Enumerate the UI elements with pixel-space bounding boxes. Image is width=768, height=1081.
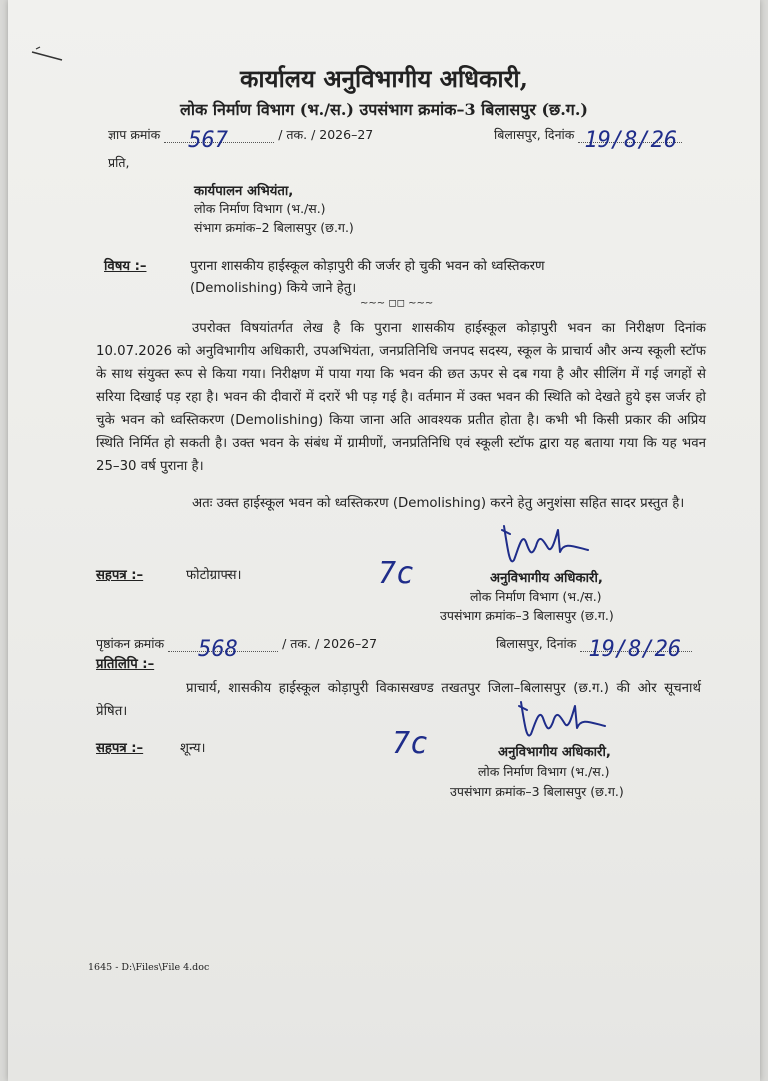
office-title: कार्यालय अनुविभागीय अधिकारी,	[240, 64, 528, 93]
initial-mark-1: 7c	[378, 556, 415, 591]
file-path-footer: 1645 - D:\Files\File 4.doc	[88, 962, 210, 973]
enclosure-value-2: शून्य।	[180, 741, 206, 756]
signatory-1-office: उपसंभाग क्रमांक–3 बिलासपुर (छ.ग.)	[440, 608, 614, 623]
copy-text: प्राचार्य, शासकीय हाईस्कूल कोड़ापुरी विकासखण्ड तखतपुर जिला–बिलासपुर (छ.ग.) की ओर सूचनार्थ प्रेषित।	[96, 681, 701, 719]
memo-date-line	[494, 126, 682, 153]
document-page	[8, 0, 760, 1081]
memo-place-date-label: बिलासपुर, दिनांक	[494, 127, 575, 142]
subject-line-2: (Demolishing) किये जाने हेतु।	[190, 281, 357, 296]
signatory-1-dept: लोक निर्माण विभाग (भ./स.)	[470, 589, 602, 604]
signatory-2-office: उपसंभाग क्रमांक–3 बिलासपुर (छ.ग.)	[450, 784, 624, 799]
recipient-line-2: लोक निर्माण विभाग (भ./स.)	[194, 201, 326, 216]
enclosure-value-1: फोटोग्राफ्स।	[186, 568, 242, 583]
enclosure-label-1: सहपत्र :–	[96, 568, 144, 583]
memo-date-field	[578, 128, 682, 153]
endorsement-date: 19/8/26	[588, 637, 682, 662]
initial-mark-2: 7c	[392, 726, 429, 761]
prati-label: प्रति,	[108, 155, 130, 170]
endorsement-line	[96, 635, 378, 662]
endorsement-number-field	[168, 637, 278, 662]
endorsement-date-line	[496, 635, 692, 662]
subject-line-1: पुराना शासकीय हाईस्कूल कोड़ापुरी की जर्जर हो चुकी भवन को ध्वस्तिकरण	[190, 259, 545, 274]
signature-1-icon	[496, 512, 596, 572]
body-paragraph-1: उपरोक्त विषयांतर्गत लेख है कि पुराना शासकीय हाईस्कूल कोड़ापुरी भवन का निरीक्षण दिनांक 10.07.2026 को अनुविभागीय अधिकारी, उपअभियंता, जनप्रतिनिधि जनपद सदस्य, स्कूल के प्राचार्य और अन्य स्कूली स्टॉफ के साथ संयुक्त रूप से किया गया। निरीक्षण में पाया गया कि भवन की छत ऊपर से दब गया है और सीलिंग में गई जगहों से सरिया दिखाई पड़ रहा है। भवन की दीवारों में दरारें भी पड़ गई है। वर्तमान में उक्त भवन की स्थिति को देखते हुये इस जर्जर हो चुके भवन को ध्वस्तिकरण (Demolishing) किया जाना अति आवश्यक प्रतीत होता है। कभी भी किसी प्रकार की अप्रिय स्थिति निर्मित हो सकती है। उक्त भवन के संबंध में ग्रामीणों, जनप्रतिनिधि एवं स्कूली स्टॉफ द्वारा यह बताया गया कि यह भवन 25–30 वर्ष पुराना है।	[96, 321, 706, 474]
signature-2-icon	[513, 690, 613, 746]
endorsement-year: / तक. / 2026–27	[282, 636, 378, 651]
memo-year: / तक. / 2026–27	[278, 127, 374, 142]
endorsement-number: 568	[198, 637, 238, 662]
endorsement-label: पृष्ठांकन क्रमांक	[96, 636, 165, 651]
body-paragraph-2: अतः उक्त हाईस्कूल भवन को ध्वस्तिकरण (Demolishing) करने हेतु अनुशंसा सहित सादर प्रस्तुत है।	[192, 496, 685, 511]
subject-label: विषय :–	[104, 259, 147, 274]
signatory-1-title: अनुविभागीय अधिकारी,	[490, 571, 603, 586]
office-subtitle: लोक निर्माण विभाग (भ./स.) उपसंभाग क्रमांक–3 बिलासपुर (छ.ग.)	[180, 100, 588, 119]
memo-line	[108, 126, 374, 153]
memo-number: 567	[188, 128, 228, 153]
memo-date: 19/8/26	[584, 128, 678, 153]
enclosure-label-2: सहपत्र :–	[96, 741, 144, 756]
endorsement-date-field	[580, 637, 692, 662]
endorsement-place-date-label: बिलासपुर, दिनांक	[496, 636, 577, 651]
signatory-2-title: अनुविभागीय अधिकारी,	[498, 745, 611, 760]
subject-separator: ~~~ ◻◻ ~~~	[360, 298, 434, 309]
memo-label: ज्ञाप क्रमांक	[108, 127, 161, 142]
memo-number-field	[164, 128, 274, 153]
recipient-line-3: संभाग क्रमांक–2 बिलासपुर (छ.ग.)	[194, 220, 354, 235]
recipient-line-1: कार्यपालन अभियंता,	[194, 184, 294, 199]
copy-label: प्रतिलिपि :–	[96, 657, 155, 672]
signatory-2-dept: लोक निर्माण विभाग (भ./स.)	[478, 764, 610, 779]
